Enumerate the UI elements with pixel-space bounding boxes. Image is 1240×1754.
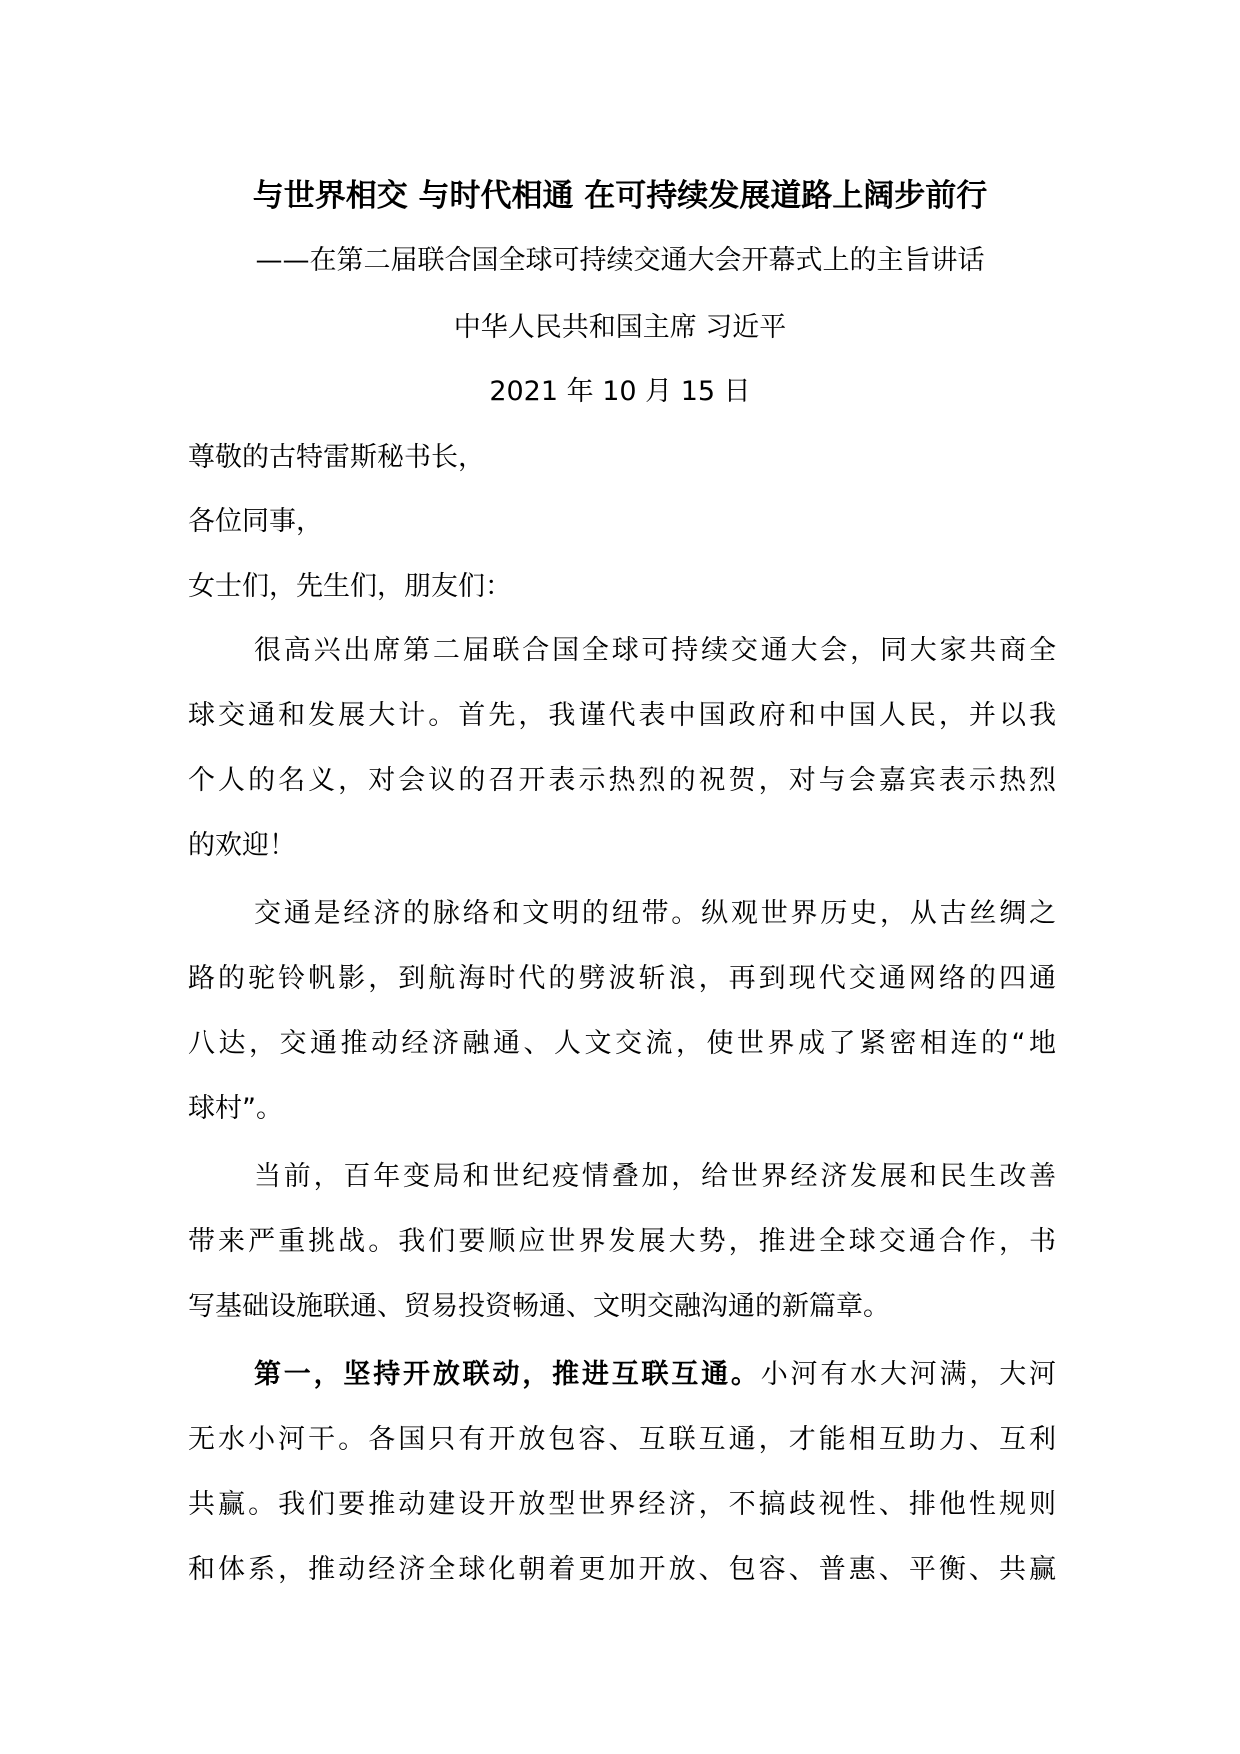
document-date: 2021 年 10 月 15 日 <box>489 376 751 407</box>
paragraph-line: 球村”。 <box>188 1093 283 1124</box>
document-author: 中华人民共和国主席 习近平 <box>453 312 787 343</box>
salutation-line: 女士们，先生们，朋友们： <box>188 571 512 602</box>
paragraph-line: 很高兴出席第二届联合国全球可持续交通大会，同大家共商全 <box>254 635 1056 666</box>
salutation-line: 各位同事， <box>188 506 323 537</box>
paragraph <box>188 618 1056 878</box>
salutation-line: 尊敬的古特雷斯秘书长， <box>188 442 485 473</box>
paragraph <box>188 1144 1056 1339</box>
document-subtitle: ——在第二届联合国全球可持续交通大会开幕式上的主旨讲话 <box>255 245 985 276</box>
paragraph-line: 的欢迎！ <box>188 830 296 861</box>
paragraph-line: 球交通和发展大计。首先，我谨代表中国政府和中国人民，并以我 <box>188 700 1056 731</box>
paragraph-line: 八达，交通推动经济融通、人文交流，使世界成了紧密相连的“地 <box>188 1028 1056 1059</box>
paragraph-line: 带来严重挑战。我们要顺应世界发展大势，推进全球交通合作，书 <box>188 1226 1056 1257</box>
paragraph-line: 当前，百年变局和世纪疫情叠加，给世界经济发展和民生改善 <box>254 1161 1056 1192</box>
paragraph <box>188 1342 1056 1602</box>
paragraph-line: 写基础设施联通、贸易投资畅通、文明交融沟通的新篇章。 <box>188 1291 890 1322</box>
paragraph-line: 无水小河干。各国只有开放包容、互联互通，才能相互助力、互利 <box>188 1424 1056 1455</box>
paragraph-lead-rest: 小河有水大河满，大河 <box>760 1359 1057 1390</box>
document-title: 与世界相交 与时代相通 在可持续发展道路上阔步前行 <box>252 178 988 214</box>
paragraph-line: 个人的名义，对会议的召开表示热烈的祝贺，对与会嘉宾表示热烈 <box>188 765 1056 796</box>
paragraph-line: 交通是经济的脉络和文明的纽带。纵观世界历史，从古丝绸之 <box>254 898 1056 929</box>
paragraph <box>188 881 1056 1141</box>
paragraph-line <box>188 1342 1056 1407</box>
paragraph-line: 共赢。我们要推动建设开放型世界经济，不搞歧视性、排他性规则 <box>188 1489 1056 1520</box>
paragraph-line: 路的驼铃帆影，到航海时代的劈波斩浪，再到现代交通网络的四通 <box>188 963 1056 994</box>
paragraph-lead: 第一，坚持开放联动，推进互联互通。 <box>254 1359 761 1390</box>
paragraph-line: 和体系，推动经济全球化朝着更加开放、包容、普惠、平衡、共赢 <box>188 1554 1056 1585</box>
